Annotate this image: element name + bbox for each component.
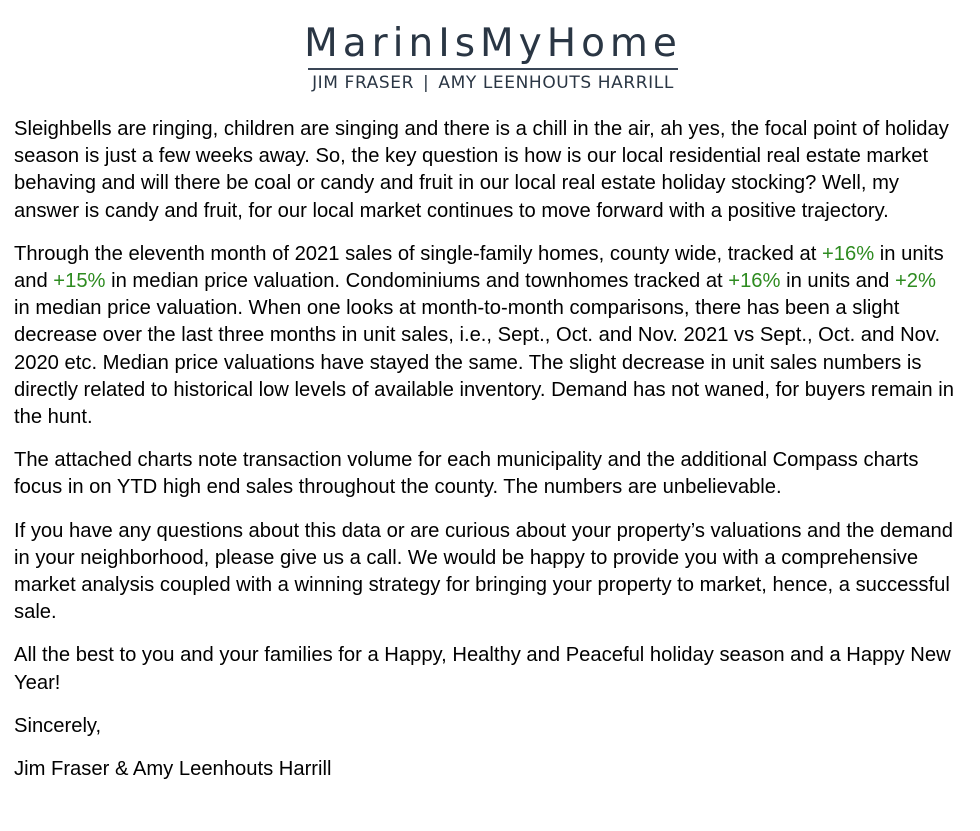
- stats-rest-text: in median price valuation. When one looks at month-to-month comparisons, there has been a slight decrease over the last three months in unit sales, i.e., Sept., Oct. and Nov. 2021 vs Sept., Oct. and Nov. 2020 etc. Median price valuations have stayed the same. The slight decrease in unit sales numbers is directly related to historical low levels of available inventory. Demand has not waned, for buyers remain in the hunt.: [14, 297, 954, 429]
- stat-single-family-median: +15%: [53, 270, 106, 293]
- brand-name: MarinIsMyHome: [304, 21, 682, 66]
- agent-name-1: JIM FRASER: [312, 73, 415, 93]
- stat-condo-units: +16%: [728, 270, 781, 293]
- stats-text-units-and-1: in units and: [14, 242, 944, 293]
- brand-divider: [308, 68, 678, 70]
- stats-condo-text: in median price valuation. Condominiums and townhomes tracked at: [105, 270, 729, 293]
- agent-separator: |: [423, 73, 430, 93]
- stat-condo-median: +2%: [894, 270, 936, 293]
- paragraph-intro: Sleighbells are ringing, children are singing and there is a chill in the air, ah yes, the focal point of holiday season is just a few weeks away. So, the key question is how is our local residential real estate market behaving and will there be coal or candy and fruit in our local real estate holiday stocking? Well, my answer is candy and fruit, for our local market continues to move forward with a positive trajectory.: [14, 118, 949, 222]
- masthead-logo: [0, 22, 980, 94]
- stats-text-units-and-2: in units and: [780, 270, 895, 293]
- stats-intro-text: Through the eleventh month of 2021 sales of single-family homes, county wide, tracked at: [14, 242, 822, 265]
- stat-single-family-units: +16%: [821, 242, 875, 265]
- paragraph-charts: The attached charts note transaction volume for each municipality and the additional Compass charts focus in on YTD high end sales throughout the county. The numbers are unbelievable.: [14, 449, 919, 499]
- paragraph-contact: If you have any questions about this data or are curious about your property’s valuations and the demand in your neighborhood, please give us a call. We would be happy to provide you with a comprehensive market analysis coupled with a winning strategy for bringing your property to market, hence, a successful sale.: [14, 519, 953, 624]
- paragraph-market-stats: [14, 241, 954, 431]
- agent-name-2: AMY LEENHOUTS HARRILL: [438, 73, 674, 93]
- signature: Jim Fraser & Amy Leenhouts Harrill: [14, 758, 332, 781]
- paragraph-holiday-wishes: All the best to you and your families for a Happy, Healthy and Peaceful holiday season and a Happy New Year!: [14, 644, 951, 694]
- brand-logo: [304, 22, 682, 94]
- letter-body: [14, 116, 954, 799]
- closing-salutation: Sincerely,: [14, 714, 102, 737]
- agent-names: [304, 72, 682, 94]
